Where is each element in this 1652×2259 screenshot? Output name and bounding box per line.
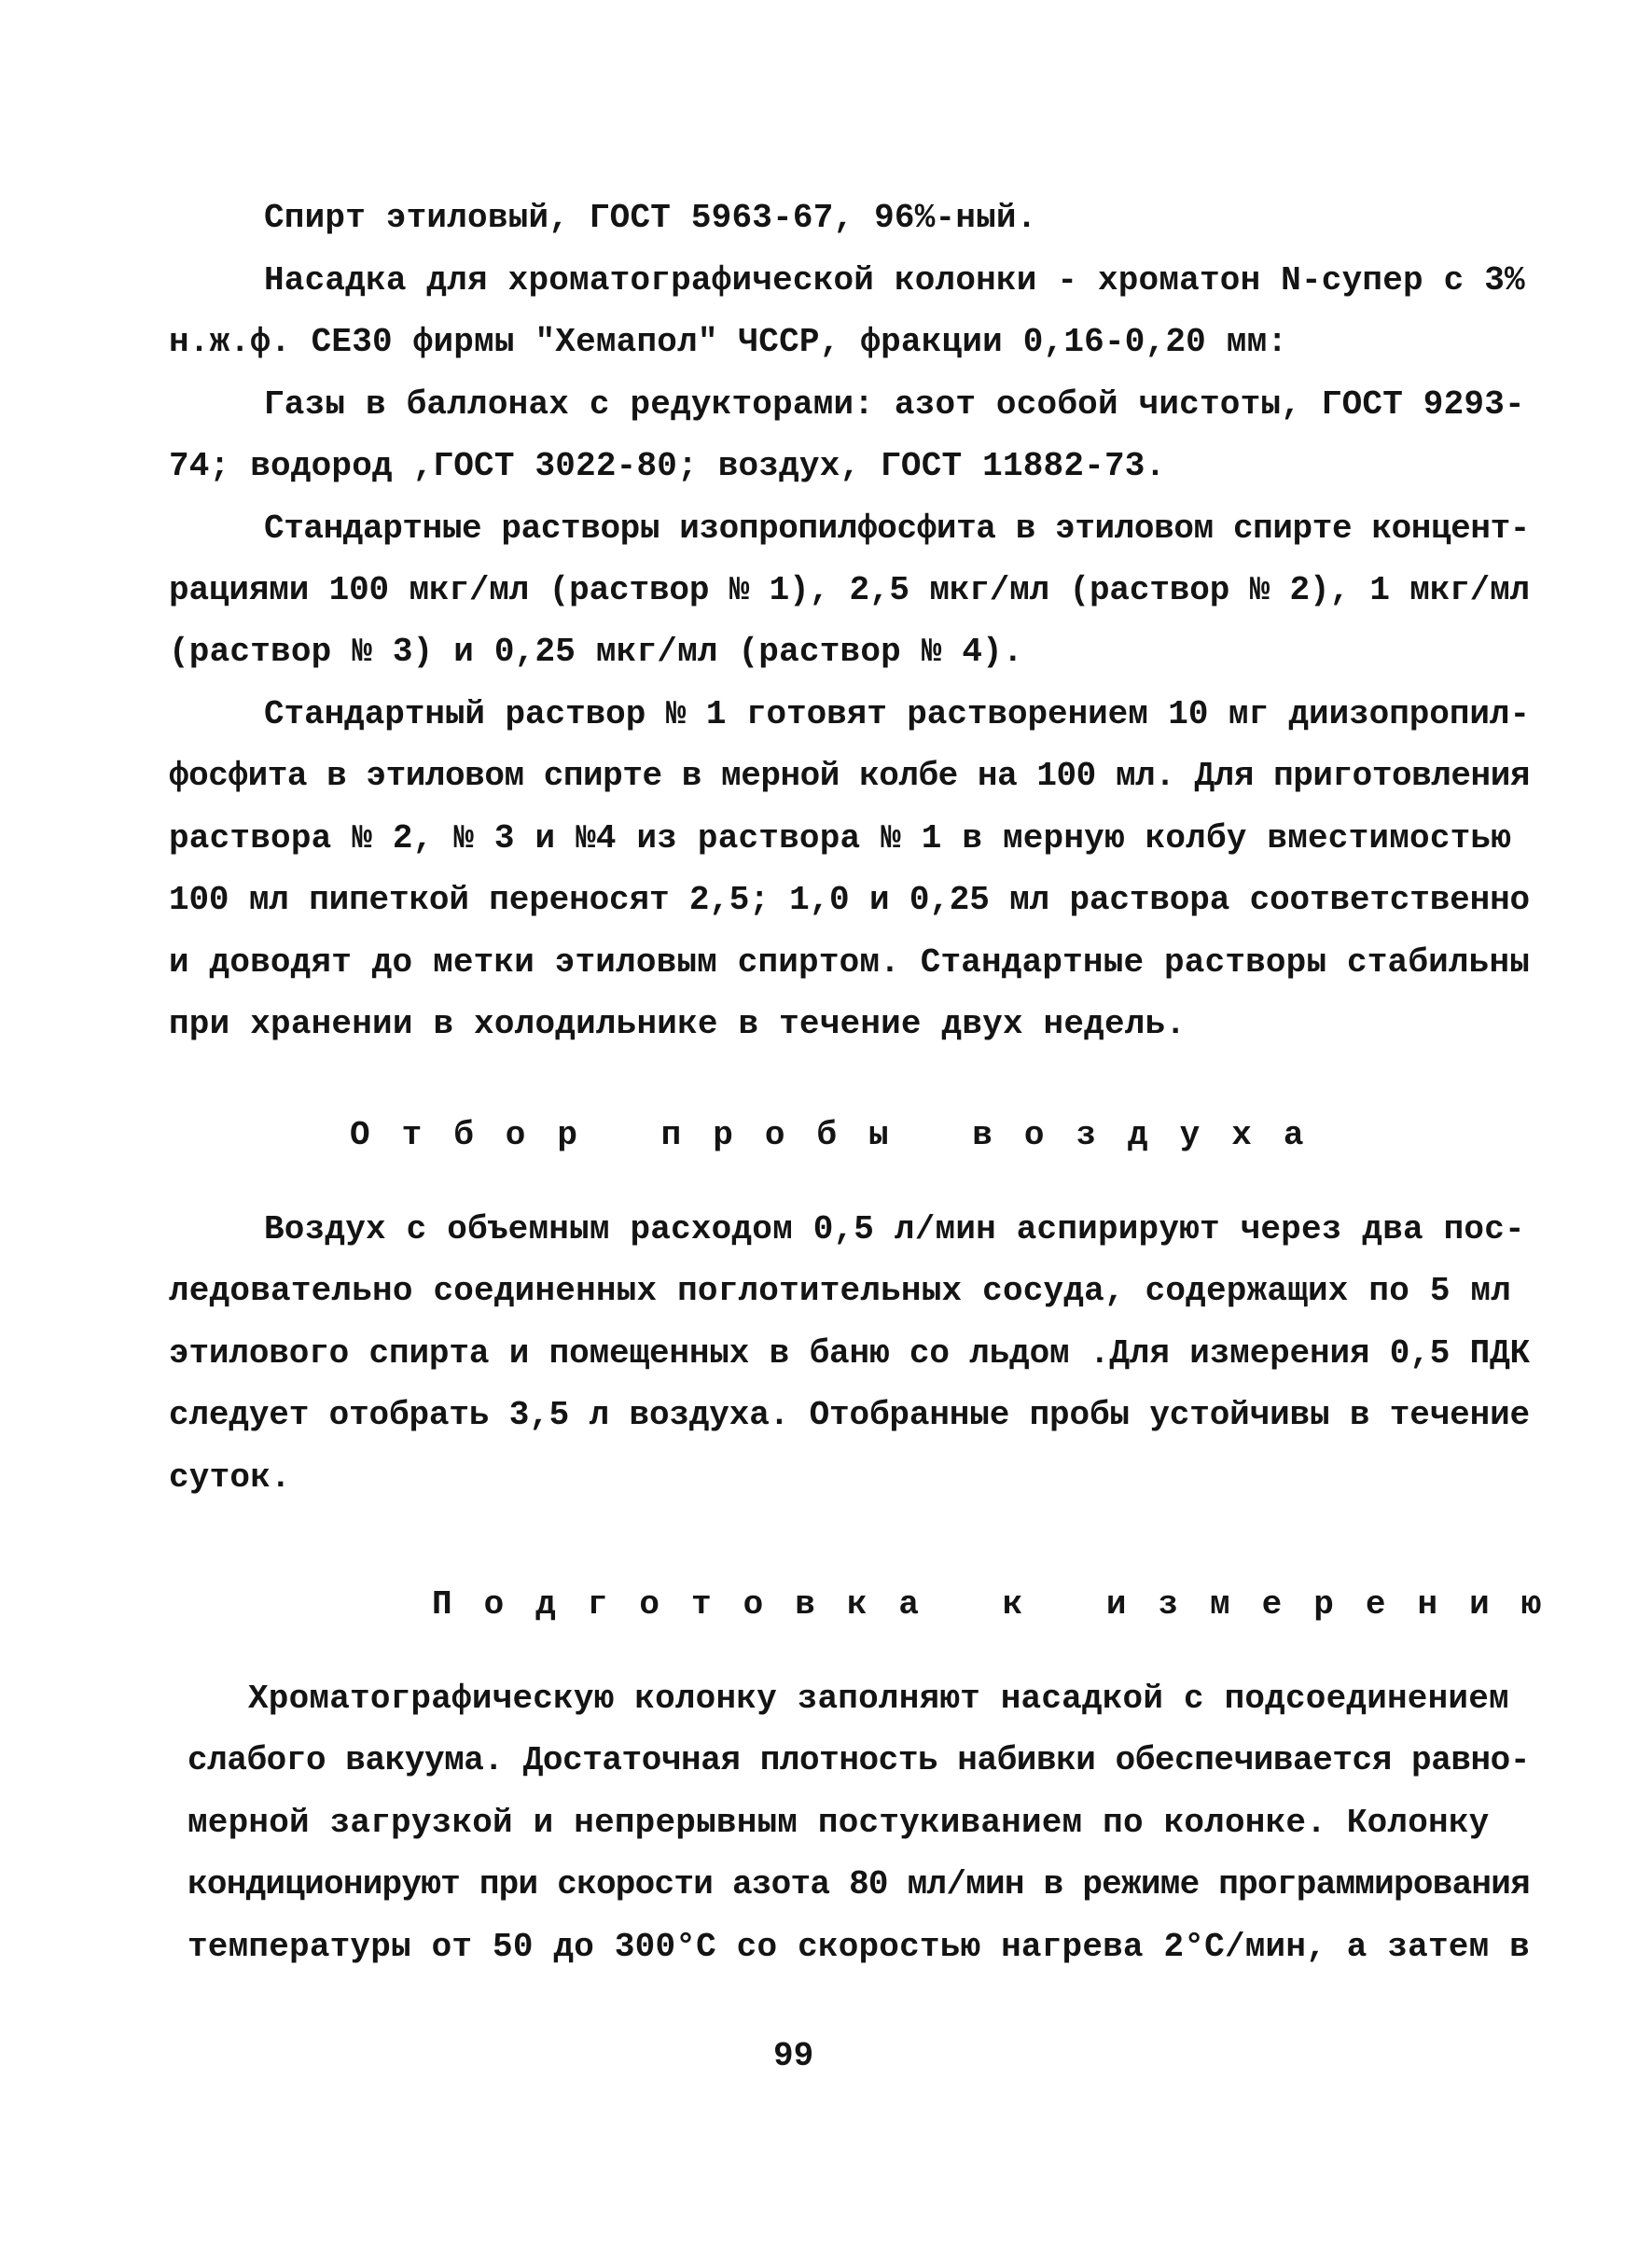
text-line: фосфита в этиловом спирте в мерной колбе на 100 мл. Для приготовления: [169, 757, 1530, 795]
section-heading: Подготовка к измерению: [432, 1585, 1574, 1624]
text-line: 100 мл пипеткой переносят 2,5; 1,0 и 0,25 мл раствора соответственно: [169, 881, 1530, 919]
text-line: рациями 100 мкг/мл (раствор № 1), 2,5 мкг/мл (раствор № 2), 1 мкг/мл: [169, 571, 1530, 609]
text-line: температуры от 50 до 300°С со скоростью нагрева 2°С/мин, а затем в: [187, 1928, 1530, 1966]
text-line: Спирт этиловый, ГОСТ 5963-67, 96%-ный.: [264, 199, 1037, 237]
page-number: 99: [773, 2037, 814, 2075]
text-line: кондиционируют при скорости азота 80 мл/мин в режиме программирования: [187, 1865, 1530, 1903]
text-line: этилового спирта и помещенных в баню со льдом .Для измерения 0,5 ПДК: [169, 1334, 1530, 1373]
text-line: мерной загрузкой и непрерывным постукиванием по колонке. Колонку: [187, 1804, 1490, 1842]
text-line: ледовательно соединенных поглотительных сосуда, содержащих по 5 мл: [169, 1272, 1512, 1310]
text-line: Газы в баллонах с редукторами: азот особой чистоты, ГОСТ 9293-: [264, 385, 1525, 424]
text-line: Стандартный раствор № 1 готовят растворением 10 мг диизопропил-: [264, 695, 1530, 733]
text-line: следует отобрать 3,5 л воздуха. Отобранные пробы устойчивы в течение: [169, 1396, 1530, 1434]
text-line: суток.: [169, 1458, 291, 1497]
text-line: слабого вакуума. Достаточная плотность набивки обеспечивается равно-: [187, 1741, 1530, 1779]
text-line: (раствор № 3) и 0,25 мкг/мл (раствор № 4).: [169, 633, 1023, 671]
text-line: Хроматографическую колонку заполняют насадкой с подсоединением: [248, 1680, 1509, 1718]
text-line: Воздух с объемным расходом 0,5 л/мин аспирируют через два пос-: [264, 1210, 1525, 1248]
text-line: раствора № 2, № 3 и №4 из раствора № 1 в мерную колбу вместимостью: [169, 819, 1512, 858]
section-heading: Отбор пробы воздуха: [350, 1116, 1336, 1154]
text-line: Насадка для хроматографической колонки - хроматон N-супер с 3%: [264, 261, 1525, 300]
text-line: н.ж.ф. СЕ30 фирмы "Хемапол" ЧССР, фракции 0,16-0,20 мм:: [169, 323, 1288, 361]
text-line: 74; водород ,ГОСТ 3022-80; воздух, ГОСТ 11882-73.: [169, 447, 1166, 485]
text-line: и доводят до метки этиловым спиртом. Стандартные растворы стабильны: [169, 943, 1530, 982]
text-line: Стандартные растворы изопропилфосфита в этиловом спирте концент-: [264, 509, 1530, 548]
text-line: при хранении в холодильнике в течение двух недель.: [169, 1005, 1187, 1043]
